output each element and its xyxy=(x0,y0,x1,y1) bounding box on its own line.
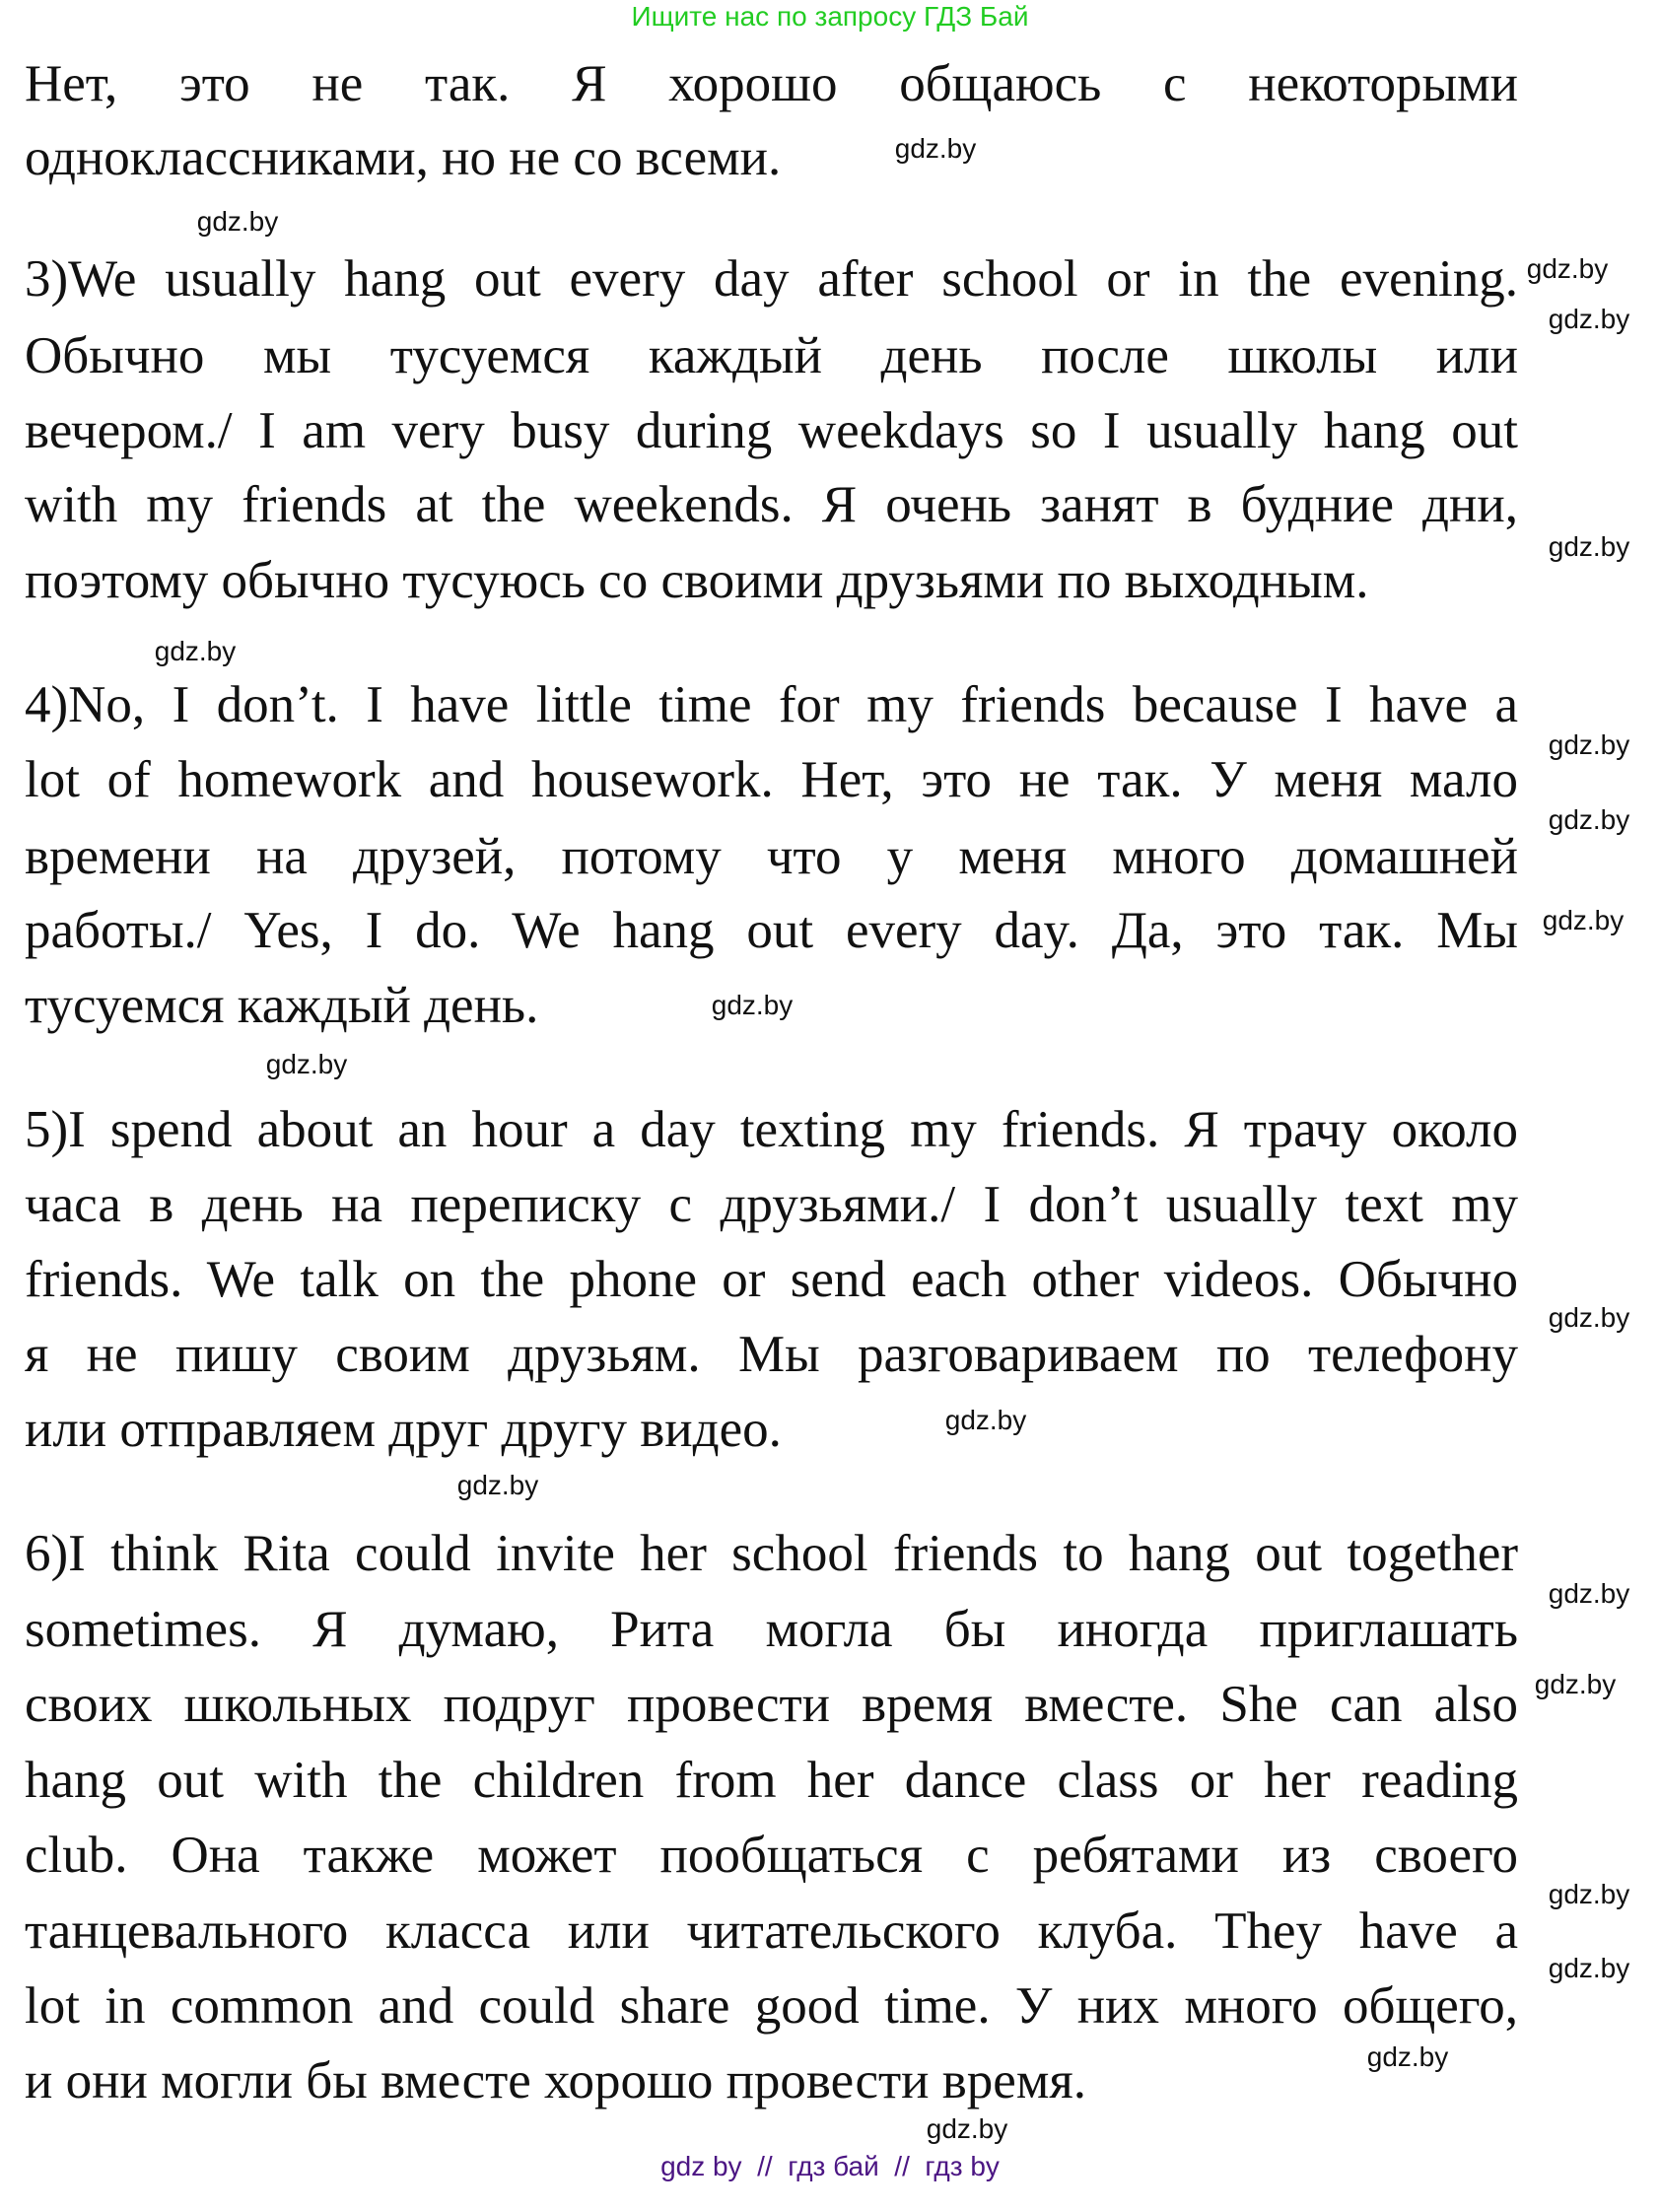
watermark: gdz.by xyxy=(1548,729,1630,760)
watermark: gdz.by xyxy=(1548,304,1630,334)
watermark: gdz.by xyxy=(1526,253,1609,284)
watermark: gdz.by xyxy=(1548,531,1630,562)
text-line: hang out with the children from her dance class or her reading xyxy=(25,1752,1518,1809)
watermark: gdz.by xyxy=(154,636,237,666)
watermark: gdz.by xyxy=(1534,1669,1617,1699)
footer-banner: gdz by // гдз бай // гдз by xyxy=(660,2151,1000,2181)
text-line: with my friends at the weekends. Я очень занят в будние дни, xyxy=(25,476,1518,533)
watermark: gdz.by xyxy=(1542,905,1625,935)
watermark: gdz.by xyxy=(711,990,794,1020)
watermark: gdz.by xyxy=(1366,2041,1449,2072)
text-line: lot in common and could share good time. У них много общего, xyxy=(25,1977,1518,2035)
text-line: friends. We talk on the phone or send each other videos. Обычно xyxy=(25,1251,1518,1308)
watermark: gdz.by xyxy=(1548,1879,1630,1909)
text-line: времени на друзей, потому что у меня много домашней xyxy=(25,828,1518,885)
text-line: 3)We usually hang out every day after school or in the evening. xyxy=(25,250,1518,308)
text-line: 4)No, I don’t. I have little time for my friends because I have a xyxy=(25,676,1518,733)
text-line: или отправляем друг другу видео. xyxy=(25,1401,782,1458)
watermark: gdz.by xyxy=(1548,1953,1630,1983)
watermark: gdz.by xyxy=(944,1405,1027,1435)
watermark: gdz.by xyxy=(1548,804,1630,835)
text-line: club. Она также может пообщаться с ребятами из своего xyxy=(25,1827,1518,1884)
text-line: 5)I spend about an hour a day texting my friends. Я трачу около xyxy=(25,1101,1518,1158)
watermark: gdz.by xyxy=(926,2113,1008,2144)
watermark: gdz.by xyxy=(1548,1578,1630,1609)
watermark: gdz.by xyxy=(1548,1302,1630,1333)
text-line: часа в день на переписку с друзьями./ I don’t usually text my xyxy=(25,1176,1518,1233)
watermark: gdz.by xyxy=(265,1049,348,1079)
text-line: танцевального класса или читательского клуба. They have a xyxy=(25,1902,1518,1960)
text-line: Обычно мы тусуемся каждый день после школы или xyxy=(25,327,1518,384)
text-line: 6)I think Rita could invite her school friends to hang out together xyxy=(25,1525,1518,1582)
text-line: работы./ Yes, I do. We hang out every day. Да, это так. Мы xyxy=(25,902,1518,959)
text-line: lot of homework and housework. Нет, это не так. У меня мало xyxy=(25,751,1518,808)
text-line: своих школьных подруг провести время вместе. She can also xyxy=(25,1676,1518,1733)
text-line: одноклассниками, но не со всеми. xyxy=(25,129,782,186)
search-banner: Ищите нас по запросу ГДЗ Бай xyxy=(631,1,1029,32)
text-line: вечером./ I am very busy during weekdays so I usually hang out xyxy=(25,402,1518,459)
text-line: тусуемся каждый день. xyxy=(25,977,539,1034)
watermark: gdz.by xyxy=(196,206,279,237)
text-line: поэтому обычно тусуюсь со своими друзьями по выходным. xyxy=(25,552,1369,609)
text-line: sometimes. Я думаю, Рита могла бы иногда приглашать xyxy=(25,1601,1518,1658)
watermark: gdz.by xyxy=(456,1470,539,1500)
text-line: я не пишу своим друзьям. Мы разговариваем по телефону xyxy=(25,1326,1518,1383)
text-line: и они могли бы вместе хорошо провести время. xyxy=(25,2052,1087,2109)
text-line: Нет, это не так. Я хорошо общаюсь с некоторыми xyxy=(25,55,1518,112)
watermark: gdz.by xyxy=(894,133,977,164)
